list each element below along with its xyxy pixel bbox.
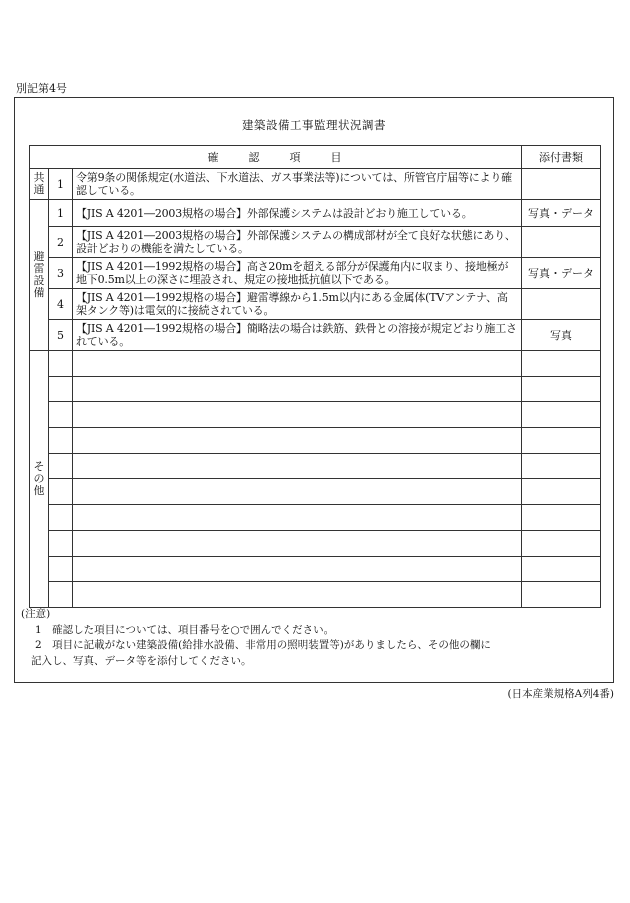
inspection-table xyxy=(29,145,601,608)
notes-section xyxy=(21,607,491,669)
item-text: 【JIS A 4201―2003規格の場合】外部保護システムは設計どおり施工している。 xyxy=(73,200,522,227)
blank-cell xyxy=(522,479,601,505)
blank-cell xyxy=(522,505,601,531)
table-row xyxy=(30,227,601,258)
blank-cell xyxy=(49,402,73,428)
blank-cell xyxy=(73,351,522,377)
item-text: 【JIS A 4201―2003規格の場合】外部保護システムの構成部材が全て良好な状態にあり、設計どおりの機能を満たしている。 xyxy=(73,227,522,258)
blank-cell xyxy=(73,376,522,402)
notes-heading: (注意) xyxy=(21,608,51,620)
blank-row xyxy=(30,556,601,582)
blank-cell xyxy=(49,376,73,402)
blank-cell xyxy=(522,376,601,402)
blank-cell xyxy=(73,582,522,608)
table-row xyxy=(30,289,601,320)
blank-cell xyxy=(49,556,73,582)
header-check-items: 確 認 項 目 xyxy=(30,146,522,169)
item-text: 【JIS A 4201―1992規格の場合】高さ20mを超える部分が保護角内に収まり、接地極が地下0.5m以上の深さに埋設され、規定の接地抵抗値以下である。 xyxy=(73,258,522,289)
attachment-cell: 写真 xyxy=(522,320,601,351)
blank-cell xyxy=(522,351,601,377)
blank-cell xyxy=(49,530,73,556)
note-item: 記入し、写真、データ等を添付してください。 xyxy=(31,654,252,667)
blank-cell xyxy=(49,505,73,531)
blank-row xyxy=(30,351,601,377)
table-row xyxy=(30,200,601,227)
blank-cell xyxy=(49,351,73,377)
blank-cell xyxy=(522,402,601,428)
header-attachments: 添付書類 xyxy=(522,146,601,169)
attachment-cell: 写真・データ xyxy=(522,258,601,289)
form-number: 別記第4号 xyxy=(16,82,67,95)
note-item: 1 確認した項目については、項目番号を○で囲んでください。 xyxy=(35,623,335,636)
blank-cell xyxy=(522,556,601,582)
table-row xyxy=(30,320,601,351)
blank-row xyxy=(30,582,601,608)
blank-row xyxy=(30,505,601,531)
blank-cell xyxy=(73,453,522,479)
item-number: 5 xyxy=(49,320,73,351)
note-item: 2 項目に記載がない建築設備(給排水設備、非常用の照明装置等)がありましたら、その他の欄に xyxy=(35,639,491,651)
attachment-cell xyxy=(522,169,601,200)
blank-row xyxy=(30,479,601,505)
blank-cell xyxy=(73,479,522,505)
table-row xyxy=(30,258,601,289)
blank-cell xyxy=(522,582,601,608)
blank-cell xyxy=(522,428,601,454)
blank-cell xyxy=(49,453,73,479)
blank-cell xyxy=(522,530,601,556)
blank-row xyxy=(30,428,601,454)
blank-cell xyxy=(522,453,601,479)
attachment-cell xyxy=(522,227,601,258)
group-common: 共 通 xyxy=(30,169,49,200)
blank-cell xyxy=(73,530,522,556)
table-row xyxy=(30,169,601,200)
attachment-cell xyxy=(522,289,601,320)
blank-row xyxy=(30,376,601,402)
blank-cell xyxy=(73,402,522,428)
blank-cell xyxy=(73,556,522,582)
blank-cell xyxy=(49,479,73,505)
form-frame xyxy=(14,97,614,683)
item-text: 【JIS A 4201―1992規格の場合】簡略法の場合は鉄筋、鉄骨との溶接が規定どおり施工されている。 xyxy=(73,320,522,351)
blank-cell xyxy=(49,428,73,454)
blank-row xyxy=(30,402,601,428)
group-lightning: 避 雷 設 備 xyxy=(30,200,49,351)
item-number: 4 xyxy=(49,289,73,320)
blank-cell xyxy=(73,428,522,454)
item-text: 令第9条の関係規定(水道法、下水道法、ガス事業法等)については、所管官庁届等により確認している。 xyxy=(73,169,522,200)
item-number: 1 xyxy=(49,169,73,200)
blank-row xyxy=(30,530,601,556)
attachment-cell: 写真・データ xyxy=(522,200,601,227)
blank-cell xyxy=(49,582,73,608)
blank-row xyxy=(30,453,601,479)
item-text: 【JIS A 4201―1992規格の場合】避雷導線から1.5m以内にある金属体(TVアンテナ、高架タンク等)は電気的に接続されている。 xyxy=(73,289,522,320)
header-row xyxy=(30,146,601,169)
item-number: 2 xyxy=(49,227,73,258)
item-number: 3 xyxy=(49,258,73,289)
form-title: 建築設備工事監理状況調書 xyxy=(242,118,386,132)
item-number: 1 xyxy=(49,200,73,227)
group-other: そ の 他 xyxy=(30,351,49,608)
paper-size-footer: (日本産業規格A列4番) xyxy=(507,688,614,700)
blank-cell xyxy=(73,505,522,531)
